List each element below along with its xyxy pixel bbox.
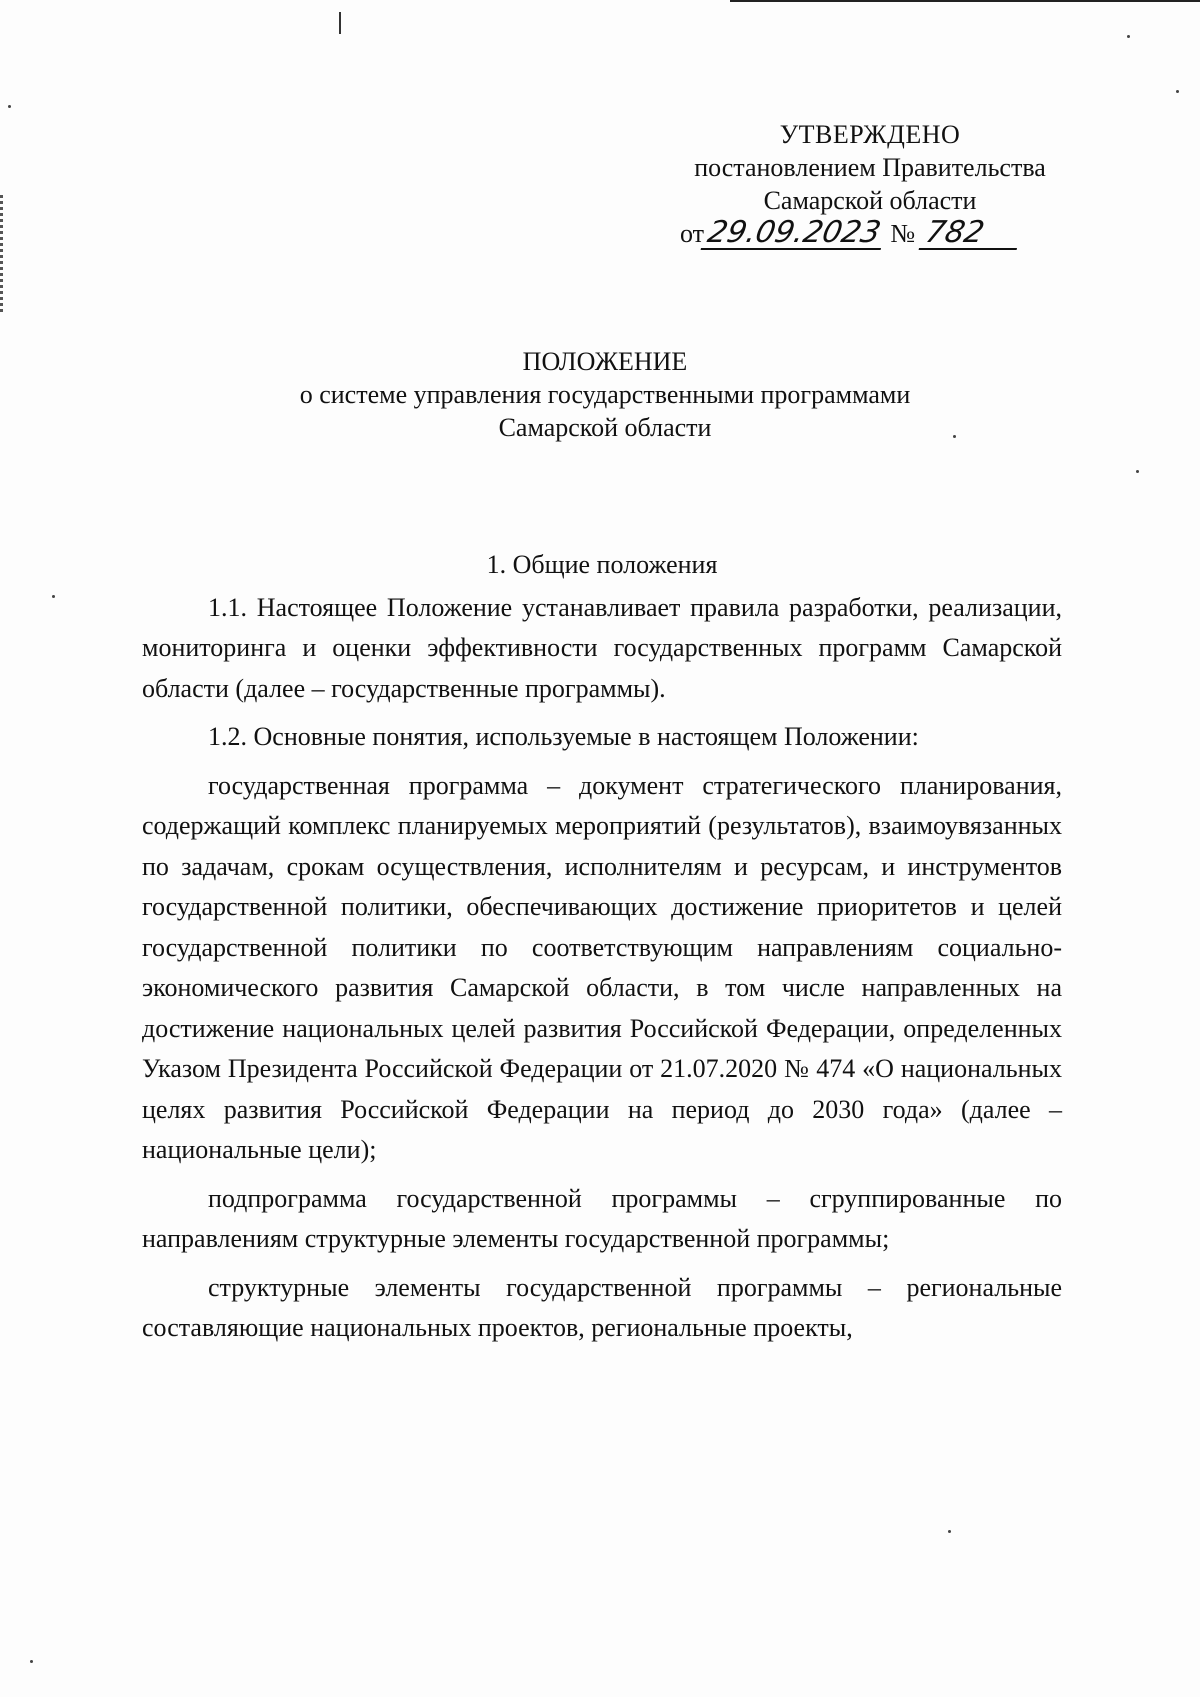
title-main: ПОЛОЖЕНИЕ <box>522 347 688 376</box>
number-label: № <box>890 219 916 248</box>
scan-speck <box>1136 470 1139 473</box>
scan-speck <box>1176 90 1179 93</box>
scan-speck <box>1127 35 1130 38</box>
document-body <box>142 545 1062 1357</box>
scan-speck <box>30 1660 33 1663</box>
paragraph: 1.2. Основные понятия, используемые в настоящем Положении: <box>208 722 919 751</box>
scan-speck <box>52 595 55 598</box>
paragraph: структурные элементы государственной программы – региональные составляющие национальных проектов, региональные проекты, <box>142 1272 1062 1342</box>
paragraph: государственная программа – документ стратегического планирования, содержащий комплекс планируемых мероприятий (результатов), взаимоувязанных по задачам, срокам осуществления, исполнителям и ресурсам, и инструментов государственной политики, обеспечивающих достижение приоритетов и целей государственной политики по соответствующим направлениям социально-экономического развития Самарской области, в том числе направленных на достижение национальных целей развития Российской Федерации, определенных Указом Президента Российской Федерации от 21.07.2020 № 474 «О национальных целях развития Российской Федерации на период до 2030 года» (далее – национальные цели); <box>142 770 1062 1164</box>
title-line-2: Самарской области <box>498 413 712 442</box>
approval-line-1: постановлением Правительства <box>694 153 1046 182</box>
approval-date-line <box>660 217 1080 250</box>
scan-mark <box>339 12 341 34</box>
section-heading: 1. Общие положения <box>486 550 718 579</box>
approval-block <box>660 118 1080 250</box>
scan-left-edge <box>0 195 3 315</box>
paragraph: 1.1. Настоящее Положение устанавливает правила разработки, реализации, мониторинга и оценки эффективности государственных программ Самарской области (далее – государственные программы). <box>142 592 1062 703</box>
title-line-1: о системе управления государственными программами <box>299 380 911 409</box>
scan-edge-line <box>730 0 1200 2</box>
handwritten-date: 29.09.2023 <box>701 218 888 250</box>
paragraph: подпрограмма государственной программы – сгруппированные по направлениям структурные элементы государственной программы; <box>142 1183 1062 1253</box>
handwritten-number: 782 <box>918 218 1023 250</box>
approval-line-2: Самарской области <box>763 186 977 215</box>
scan-speck <box>948 1530 951 1533</box>
scan-speck <box>8 105 11 108</box>
document-title <box>140 345 1070 444</box>
date-prefix: от <box>680 219 705 248</box>
approval-heading: УТВЕРЖДЕНО <box>779 120 961 149</box>
